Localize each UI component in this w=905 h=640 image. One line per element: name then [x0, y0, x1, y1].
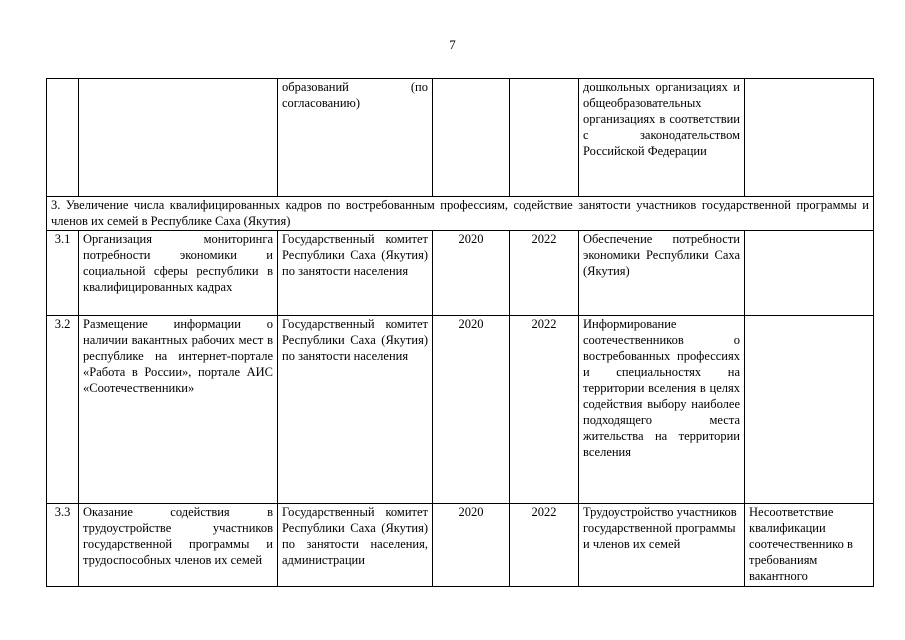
- cell-result: Обеспечение потребности экономики Республики Саха (Якутия): [579, 231, 745, 316]
- table-row: [47, 316, 874, 504]
- cell-result: дошкольных организациях и общеобразовательных организациях в соответствии с законодательством Российской Федерации: [579, 79, 745, 197]
- table-row: [47, 231, 874, 316]
- measures-table: [46, 78, 874, 587]
- cell-executor: Государственный комитет Республики Саха (Якутия) по занятости населения: [278, 316, 433, 504]
- cell-executor: образований (по согласованию): [278, 79, 433, 197]
- cell-event: Оказание содействия в трудоустройстве участников государственной программы и трудоспособных членов их семей: [79, 504, 278, 587]
- cell-number: 3.2: [47, 316, 79, 504]
- cell-number: [47, 79, 79, 197]
- cell-number: 3.1: [47, 231, 79, 316]
- section-heading: 3. Увеличение числа квалифицированных кадров по востребованным профессиям, содействие занятости участников государственной программы и членов их семей в Республике Саха (Якутия): [47, 197, 874, 231]
- cell-end-year: 2022: [510, 504, 579, 587]
- cell-start-year: 2020: [433, 316, 510, 504]
- cell-event: Размещение информации о наличии вакантных рабочих мест в республике на интернет-портале «Работа в России», портале АИС «Соотечественники»: [79, 316, 278, 504]
- cell-start-year: [433, 79, 510, 197]
- cell-start-year: 2020: [433, 231, 510, 316]
- cell-risk: [745, 316, 874, 504]
- cell-start-year: 2020: [433, 504, 510, 587]
- cell-event: Организация мониторинга потребности экономики и социальной сферы республики в квалифицированных кадрах: [79, 231, 278, 316]
- cell-end-year: 2022: [510, 316, 579, 504]
- cell-number: 3.3: [47, 504, 79, 587]
- cell-risk: [745, 231, 874, 316]
- cell-executor: Государственный комитет Республики Саха (Якутия) по занятости населения: [278, 231, 433, 316]
- section-row: [47, 197, 874, 231]
- table-row: [47, 504, 874, 587]
- cell-result: Трудоустройство участников государственной программы и членов их семей: [579, 504, 745, 587]
- cell-result: Информирование соотечественников о востребованных профессиях и специальностях на территории вселения в целях содействия выбору наиболее подходящего места жительства на территории вселения: [579, 316, 745, 504]
- page-number: 7: [449, 37, 456, 52]
- cell-risk: Несоответствие квалификации соотечественнико в требованиям вакантного: [745, 504, 874, 587]
- cell-risk: [745, 79, 874, 197]
- cell-end-year: 2022: [510, 231, 579, 316]
- cell-event: [79, 79, 278, 197]
- table-row: [47, 79, 874, 197]
- cell-executor: Государственный комитет Республики Саха (Якутия) по занятости населения, администрации: [278, 504, 433, 587]
- cell-end-year: [510, 79, 579, 197]
